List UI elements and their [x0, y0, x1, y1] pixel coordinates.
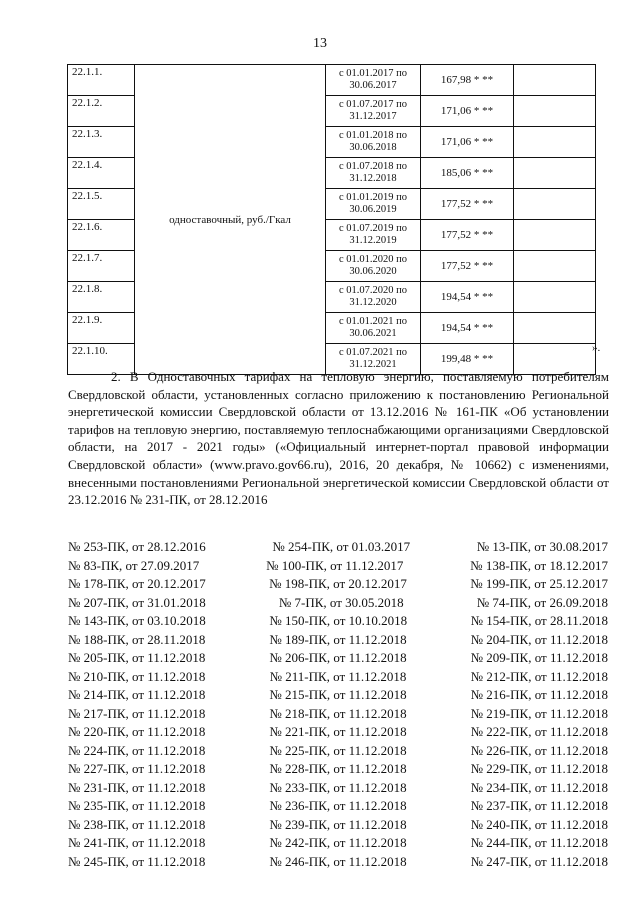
- reference-line: [68, 557, 608, 576]
- reference-item: № 228-ПК, от 11.12.2018: [269, 761, 407, 776]
- paragraph-text: 2. В Одноставочных тарифах на тепловую энергию, поставляемую потребителям Свердловской области, установленных согласно приложению к постановлению Региональной энергетической комиссии Свердловской области от 13.12.2016 № 161-ПК «Об установлении тарифов на тепловую энергию, поставляемую теплоснабжающими организациями Свердловской области, на 2017 - 2021 годы» («Официальный интернет-портал правовой информации Свердловской области» (www.pravo.gov66.ru), 2016, 20 декабря, № 10662) с изменениями, внесенными постановлениями Региональной энергетической комиссии Свердловской области от 23.12.2016 № 231-ПК, от 28.12.2016: [68, 369, 609, 508]
- period-cell: с 01.07.2019 по 31.12.2019: [326, 220, 421, 251]
- resolution-references: [68, 538, 608, 871]
- reference-item: № 219-ПК, от 11.12.2018: [470, 705, 608, 721]
- reference-item: № 222-ПК, от 11.12.2018: [470, 724, 608, 739]
- period-cell: с 01.07.2020 по 31.12.2020: [326, 282, 421, 313]
- tariff-value: 171,06 * **: [421, 127, 514, 158]
- period-cell: с 01.01.2018 по 30.06.2018: [326, 127, 421, 158]
- reference-item: № 216-ПК, от 11.12.2018: [470, 687, 608, 702]
- reference-item: № 209-ПК, от 11.12.2018: [470, 650, 608, 665]
- reference-item: № 83-ПК, от 27.09.2017: [68, 557, 200, 573]
- row-number: 22.1.7.: [68, 251, 135, 282]
- reference-item: № 233-ПК, от 11.12.2018: [269, 779, 407, 795]
- reference-item: № 235-ПК, от 11.12.2018: [68, 798, 206, 813]
- reference-item: № 7-ПК, от 30.05.2018: [278, 594, 404, 610]
- reference-item: № 224-ПК, от 11.12.2018: [68, 742, 206, 758]
- row-number: 22.1.2.: [68, 96, 135, 127]
- row-number: 22.1.6.: [68, 220, 135, 251]
- tariff-table: [67, 64, 596, 375]
- reference-line: [68, 575, 608, 594]
- reference-item: № 154-ПК, от 28.11.2018: [470, 613, 608, 628]
- reference-line: [68, 612, 608, 631]
- empty-cell: [514, 189, 596, 220]
- reference-item: № 238-ПК, от 11.12.2018: [68, 816, 206, 832]
- row-number: 22.1.1.: [68, 65, 135, 96]
- empty-cell: [514, 65, 596, 96]
- reference-item: № 239-ПК, от 11.12.2018: [269, 816, 407, 832]
- period-cell: с 01.07.2018 по 31.12.2018: [326, 158, 421, 189]
- reference-item: № 150-ПК, от 10.10.2018: [269, 613, 408, 628]
- reference-item: № 204-ПК, от 11.12.2018: [470, 631, 608, 647]
- reference-item: № 221-ПК, от 11.12.2018: [269, 724, 407, 739]
- empty-cell: [514, 251, 596, 282]
- period-cell: с 01.01.2019 по 30.06.2019: [326, 189, 421, 220]
- reference-item: № 214-ПК, от 11.12.2018: [68, 687, 206, 702]
- reference-item: № 225-ПК, от 11.12.2018: [269, 742, 407, 758]
- reference-item: № 211-ПК, от 11.12.2018: [269, 668, 407, 684]
- reference-item: № 205-ПК, от 11.12.2018: [68, 650, 206, 665]
- reference-line: [68, 853, 608, 872]
- reference-item: № 13-ПК, от 30.08.2017: [476, 539, 608, 554]
- reference-item: № 74-ПК, от 26.09.2018: [476, 594, 608, 610]
- reference-item: № 215-ПК, от 11.12.2018: [269, 687, 407, 702]
- reference-item: № 189-ПК, от 11.12.2018: [269, 631, 407, 647]
- reference-item: № 210-ПК, от 11.12.2018: [68, 668, 206, 684]
- reference-item: № 241-ПК, от 11.12.2018: [68, 835, 206, 850]
- tariff-value: 177,52 * **: [421, 220, 514, 251]
- reference-line: [68, 834, 608, 853]
- reference-line: [68, 816, 608, 835]
- reference-line: [68, 723, 608, 742]
- reference-item: № 207-ПК, от 31.01.2018: [68, 594, 206, 610]
- empty-cell: [514, 127, 596, 158]
- reference-line: [68, 742, 608, 761]
- reference-item: № 254-ПК, от 01.03.2017: [272, 539, 411, 554]
- reference-line: [68, 631, 608, 650]
- reference-item: № 247-ПК, от 11.12.2018: [470, 853, 608, 869]
- reference-item: № 100-ПК, от 11.12.2017: [266, 557, 404, 573]
- period-cell: с 01.01.2017 по 30.06.2017: [326, 65, 421, 96]
- reference-item: № 188-ПК, от 28.11.2018: [68, 631, 206, 647]
- reference-item: № 240-ПК, от 11.12.2018: [470, 816, 608, 832]
- reference-item: № 231-ПК, от 11.12.2018: [68, 779, 206, 795]
- amendment-paragraph: [68, 368, 609, 509]
- reference-item: № 143-ПК, от 03.10.2018: [68, 613, 206, 628]
- page-number: 13: [313, 36, 327, 51]
- reference-line: [68, 668, 608, 687]
- row-number: 22.1.10.: [68, 344, 135, 375]
- reference-item: № 206-ПК, от 11.12.2018: [269, 650, 407, 665]
- reference-item: № 212-ПК, от 11.12.2018: [470, 668, 608, 684]
- tariff-value: 185,06 * **: [421, 158, 514, 189]
- tariff-value: 177,52 * **: [421, 189, 514, 220]
- tariff-value: 171,06 * **: [421, 96, 514, 127]
- empty-cell: [514, 158, 596, 189]
- period-cell: с 01.07.2021 по 31.12.2021: [326, 344, 421, 375]
- reference-item: № 198-ПК, от 20.12.2017: [269, 576, 407, 591]
- reference-item: № 178-ПК, от 20.12.2017: [68, 576, 206, 591]
- reference-item: № 245-ПК, от 11.12.2018: [68, 853, 206, 869]
- empty-cell: [514, 96, 596, 127]
- tariff-value: 167,98 * **: [421, 65, 514, 96]
- reference-item: № 253-ПК, от 28.12.2016: [68, 539, 206, 554]
- reference-line: [68, 686, 608, 705]
- row-number: 22.1.3.: [68, 127, 135, 158]
- reference-item: № 236-ПК, от 11.12.2018: [269, 798, 407, 813]
- period-cell: с 01.07.2017 по 31.12.2017: [326, 96, 421, 127]
- reference-item: № 218-ПК, от 11.12.2018: [269, 705, 407, 721]
- unit-label: одноставочный, руб./Гкал: [135, 65, 326, 375]
- reference-item: № 246-ПК, от 11.12.2018: [269, 853, 407, 869]
- reference-item: № 237-ПК, от 11.12.2018: [470, 798, 608, 813]
- reference-item: № 226-ПК, от 11.12.2018: [470, 742, 608, 758]
- table-row: [68, 65, 596, 96]
- row-number: 22.1.4.: [68, 158, 135, 189]
- tariff-value: 194,54 * **: [421, 313, 514, 344]
- reference-item: № 199-ПК, от 25.12.2017: [470, 576, 608, 591]
- empty-cell: [514, 282, 596, 313]
- row-number: 22.1.5.: [68, 189, 135, 220]
- reference-line: [68, 779, 608, 798]
- reference-item: № 234-ПК, от 11.12.2018: [470, 779, 608, 795]
- reference-line: [68, 705, 608, 724]
- reference-item: № 244-ПК, от 11.12.2018: [470, 835, 608, 850]
- reference-item: № 220-ПК, от 11.12.2018: [68, 724, 206, 739]
- reference-line: [68, 797, 608, 816]
- period-cell: с 01.01.2020 по 30.06.2020: [326, 251, 421, 282]
- empty-cell: [514, 220, 596, 251]
- tariff-value: 177,52 * **: [421, 251, 514, 282]
- reference-line: [68, 538, 608, 557]
- reference-item: № 229-ПК, от 11.12.2018: [470, 761, 608, 776]
- period-cell: с 01.01.2021 по 30.06.2021: [326, 313, 421, 344]
- reference-item: № 217-ПК, от 11.12.2018: [68, 705, 206, 721]
- closing-mark: ».: [592, 342, 601, 354]
- tariff-value: 194,54 * **: [421, 282, 514, 313]
- reference-line: [68, 649, 608, 668]
- empty-cell: [514, 313, 596, 344]
- reference-item: № 227-ПК, от 11.12.2018: [68, 761, 206, 776]
- row-number: 22.1.8.: [68, 282, 135, 313]
- tariff-value: 199,48 * **: [421, 344, 514, 375]
- reference-item: № 242-ПК, от 11.12.2018: [269, 835, 407, 850]
- reference-item: № 138-ПК, от 18.12.2017: [470, 557, 608, 573]
- reference-line: [68, 760, 608, 779]
- row-number: 22.1.9.: [68, 313, 135, 344]
- reference-line: [68, 594, 608, 613]
